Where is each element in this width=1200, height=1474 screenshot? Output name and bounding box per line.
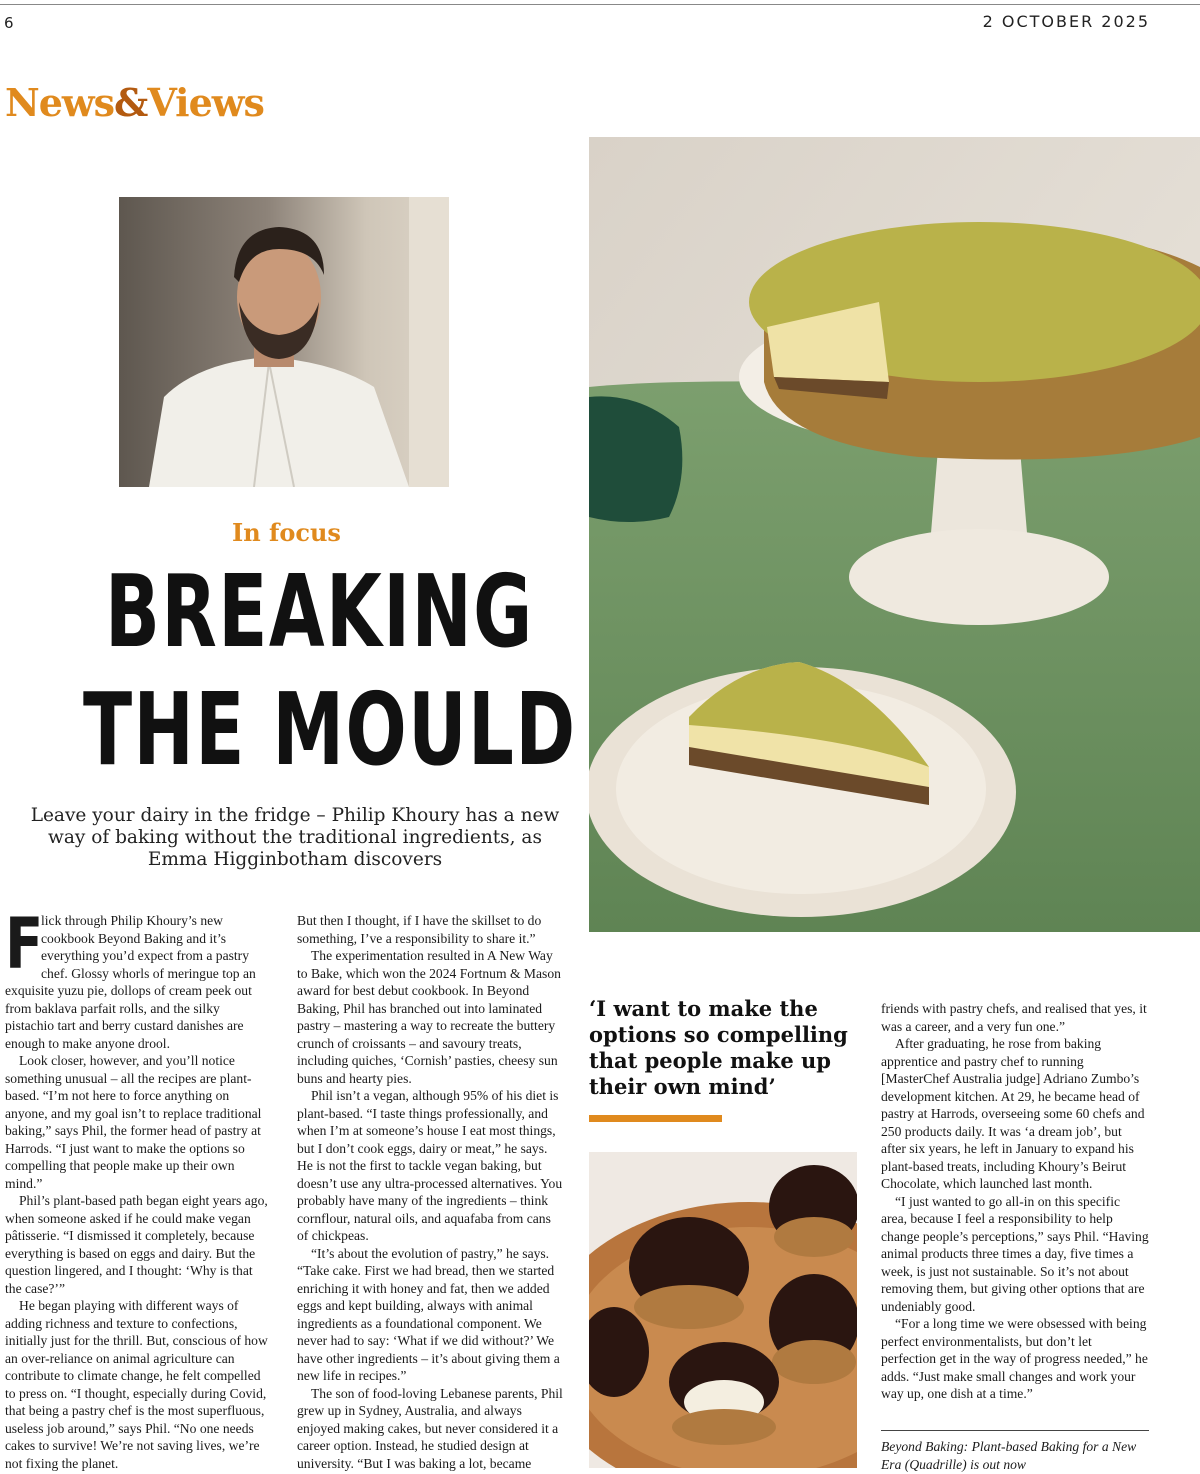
body-column-1 [5,903,268,1472]
body-paragraph: friends with pastry chefs, and realised that yes, it was a career, and a very fun one.” [881,1001,1147,1034]
body-paragraph: “I just wanted to go all-in on this specific area, because I feel a responsibility to help change people’s perceptions,” says Phil. “Having animal products three times a day, five times a week, is just not sustainable. So it’s not about removing them, but giving other options that are undeniably good. [881,1193,1149,1314]
body-paragraph: The experimentation resulted in A New Way to Bake, which won the 2024 Fortnum & Mason award for best debut cookbook. In Beyond Baking, Phil has branched out into laminated pastry – mastering a way to recreate the buttery crunch of croissants – and savoury treats, including quiches, ‘Cornish’ pasties, cheesy sun buns and hearty pies. [297,948,561,1086]
body-paragraph: “It’s about the evolution of pastry,” he says. “Take cake. First we had bread, then we started enriching it with honey and fat, then we added eggs and kept building, always with animal ingredients as a foundational component. We never had to say: ‘What if we did without?’ We have other ingredients – it’s about giving them a new life in recipes.” [297,1245,560,1383]
choux-buns-image [589,1152,857,1468]
body-paragraph: Phil’s plant-based path began eight years ago, when someone asked if he could make vegan pâtisserie. “I dismissed it completely, because everything is based on eggs and dairy. But the question lingered, and I thought: ‘Why is that the case?’” [5,1193,268,1296]
headline-line-1: BREAKING [105,553,534,670]
drop-cap: F [5,903,44,985]
body-paragraph: He began playing with different ways of adding richness and texture to confections, initially just for the thrill. But, conscious of how an over-reliance on animal agriculture can contribute to climate change, he felt compelled to press on. “I thought, especially during Covid, that being a pastry chef is the most superfluous, useless job around,” says Phil. “No one needs cakes to survive! We’re not saving lives, we’re not fixing the planet. [5,1298,268,1471]
body-paragraph: Phil isn’t a vegan, although 95% of his diet is plant-based. “I taste things professionally, and when I’m at someone’s house I eat most things, but I don’t cook eggs, dairy or meat,” he says. He is not the first to tackle vegan baking, but doesn’t use any ultra-processed alternatives. You probably have many of the ingredients – think cornflour, natural oils, and aquafaba from cans of chickpeas. [297,1088,563,1243]
body-paragraph: After graduating, he rose from baking apprentice and pastry chef to running [MasterChef Australia judge] Adriano Zumbo’s development kitchen. At 29, he became head of pastry at Harrods, overseeing some 60 chefs and 250 products daily. It was ‘a dream job’, but after six years, he left in January to expand his plant-based treats, including Khoury’s Beirut Chocolate, which launched last month. [881,1036,1145,1191]
section-title [5,80,264,125]
standfirst: Leave your dairy in the fridge – Philip Khoury has a new way of baking without the traditional ingredients, as Emma Higginbotham discovers [30,805,560,870]
chef-portrait-image [119,197,449,487]
body-paragraph: Look closer, however, and you’ll notice something unusual – all the recipes are plant-based. “I’m not here to force anything on anyone, and my goal isn’t to replace traditional baking,” says Phil, the former head of pastry at Harrods. “I just want to make the options so compelling that people make up their own mind.” [5,1053,262,1191]
body-paragraph: lick through Philip Khoury’s new cookbook Beyond Baking and it’s everything you’d expect from a pastry chef. Glossy whorls of meringue top an exquisite yuzu pie, dollops of cream peek out from baklava parfait rolls, and the silky pistachio tart and berry custard danishes are enough to make anyone drool. [5,913,256,1051]
section-title-part1: News [5,80,115,125]
credit-rule [881,1430,1149,1431]
pull-quote: ‘I want to make the options so compelling that people make up their own mind’ [589,996,848,1099]
headline-line-2: THE MOULD [83,671,577,788]
body-column-3 [881,1000,1149,1403]
body-paragraph: But then I thought, if I have the skillset to do something, I’ve a responsibility to share it.” [297,913,542,946]
body-paragraph: “For a long time we were obsessed with being perfect environmentalists, but don’t let perfection get in the way of progress needed,” he adds. “Just make small changes and work your way up, one dish at a time.” [881,1316,1148,1401]
top-rule [0,4,1200,5]
article-kicker: In focus [232,518,341,547]
pull-quote-bar [589,1115,722,1122]
body-paragraph: The son of food-loving Lebanese parents, Phil grew up in Sydney, Australia, and always enjoyed making cakes, but never considered it a career option. Instead, he studied design at university. “But I was baking a lot, became [297,1385,563,1471]
section-title-part2: Views [147,80,264,125]
pistachio-tart-image [589,137,1200,932]
page-number: 6 [4,14,14,32]
issue-date: 2 OCTOBER 2025 [982,12,1150,31]
book-credit: Beyond Baking: Plant-based Baking for a New Era (Quadrille) is out now [881,1439,1137,1472]
section-title-amp: & [114,80,148,125]
body-column-2 [297,912,565,1472]
